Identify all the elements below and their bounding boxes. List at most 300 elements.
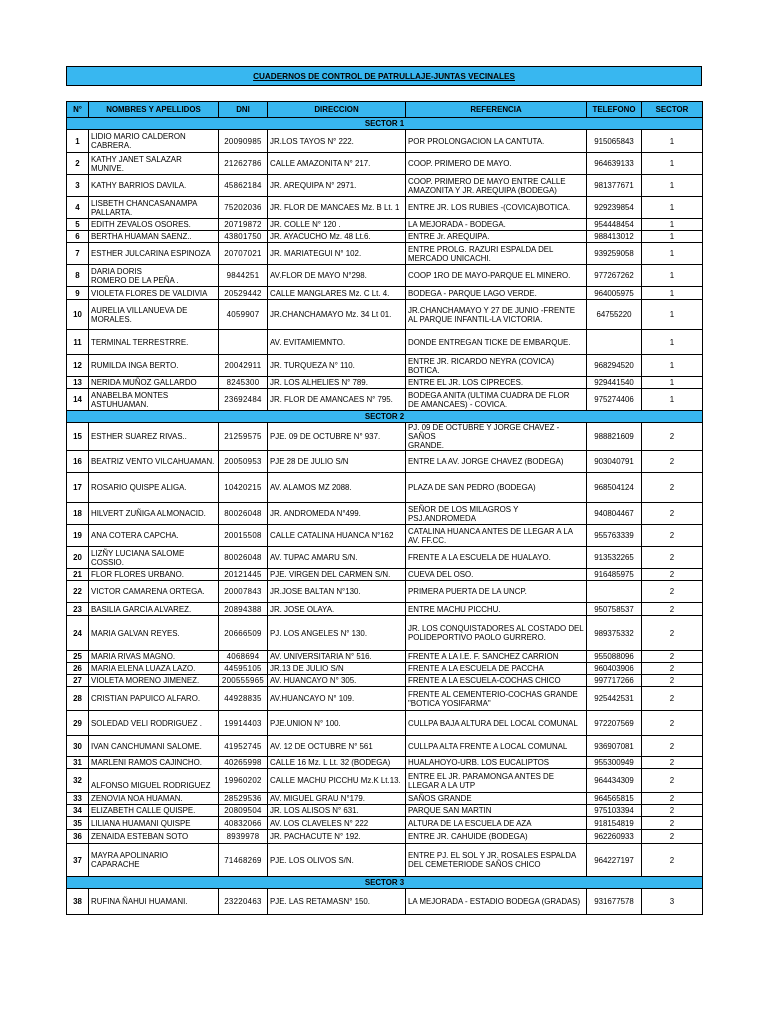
row-phone: 964639133 xyxy=(587,153,642,175)
row-dni xyxy=(219,330,268,355)
table-row xyxy=(67,651,703,663)
row-number: 10 xyxy=(67,300,89,330)
row-phone: 960403906 xyxy=(587,663,642,675)
row-number: 2 xyxy=(67,153,89,175)
row-name: LILIANA HUAMANI QUISPE xyxy=(89,817,219,830)
row-dni: 40832066 xyxy=(219,817,268,830)
row-sector: 2 xyxy=(642,616,703,651)
row-phone: 997717266 xyxy=(587,675,642,687)
row-phone: 988413012 xyxy=(587,231,642,243)
row-phone xyxy=(587,581,642,603)
row-number: 25 xyxy=(67,651,89,663)
row-sector: 3 xyxy=(642,889,703,915)
row-name: VIOLETA MORENO JIMENEZ. xyxy=(89,675,219,687)
table-row xyxy=(67,736,703,757)
row-number: 1 xyxy=(67,130,89,153)
row-phone: 929239854 xyxy=(587,197,642,219)
row-dni: 19914403 xyxy=(219,711,268,736)
row-dni: 45862184 xyxy=(219,175,268,197)
row-sector: 1 xyxy=(642,231,703,243)
table-row xyxy=(67,330,703,355)
row-number: 19 xyxy=(67,525,89,547)
row-sector: 2 xyxy=(642,451,703,473)
row-sector: 1 xyxy=(642,330,703,355)
row-sector: 2 xyxy=(642,711,703,736)
row-name: ANABELBA MONTES ASTUHUAMAN. xyxy=(89,389,219,411)
row-reference: LA MEJORADA - ESTADIO BODEGA (GRADAS) xyxy=(406,889,587,915)
row-phone: 916485975 xyxy=(587,569,642,581)
row-dni: 41952745 xyxy=(219,736,268,757)
table-row xyxy=(67,287,703,300)
row-dni: 9844251 xyxy=(219,265,268,287)
row-name: ANA COTERA CAPCHA. xyxy=(89,525,219,547)
row-name: EDITH ZEVALOS OSORES. xyxy=(89,219,219,231)
table-row xyxy=(67,377,703,389)
row-number: 14 xyxy=(67,389,89,411)
table-row xyxy=(67,175,703,197)
row-address: PJE. LAS RETAMASN° 150. xyxy=(268,889,406,915)
row-number: 9 xyxy=(67,287,89,300)
row-address: AV. UNIVERSITARIA N° 516. xyxy=(268,651,406,663)
row-number: 31 xyxy=(67,757,89,769)
row-sector: 1 xyxy=(642,197,703,219)
table-row xyxy=(67,423,703,451)
row-number: 21 xyxy=(67,569,89,581)
row-reference: FRENTE A LA ESCUELA-COCHAS CHICO xyxy=(406,675,587,687)
table-row xyxy=(67,389,703,411)
table-row xyxy=(67,830,703,844)
row-reference: CULLPA BAJA ALTURA DEL LOCAL COMUNAL xyxy=(406,711,587,736)
row-address: PJE. LOS OLIVOS S/N. xyxy=(268,844,406,877)
row-sector: 1 xyxy=(642,153,703,175)
row-phone: 964565815 xyxy=(587,793,642,805)
row-dni: 44928835 xyxy=(219,687,268,711)
row-reference: POR PROLONGACION LA CANTUTA. xyxy=(406,130,587,153)
table-row xyxy=(67,451,703,473)
table-row xyxy=(67,663,703,675)
row-address: JR. TURQUEZA N° 110. xyxy=(268,355,406,377)
header-sector: SECTOR xyxy=(642,102,703,118)
row-phone: 903040791 xyxy=(587,451,642,473)
row-reference: PJ. 09 DE OCTUBRE Y JORGE CHAVEZ -SAÑOS GRANDE. xyxy=(406,423,587,451)
row-number: 16 xyxy=(67,451,89,473)
section-row xyxy=(67,118,703,130)
row-address: PJE 28 DE JULIO S/N xyxy=(268,451,406,473)
row-reference: ENTRE PJ. EL SOL Y JR. ROSALES ESPALDA DEL CEMETERIODE SAÑOS CHICO xyxy=(406,844,587,877)
row-dni: 200555965 xyxy=(219,675,268,687)
row-number: 12 xyxy=(67,355,89,377)
table-row xyxy=(67,265,703,287)
row-address: AV. ALAMOS MZ 2088. xyxy=(268,473,406,503)
row-reference: JR.CHANCHAMAYO Y 27 DE JUNIO -FRENTE AL PARQUE INFANTIL-LA VICTORIA. xyxy=(406,300,587,330)
row-name: LIDIO MARIO CALDERON CABRERA. xyxy=(89,130,219,153)
row-dni: 43801750 xyxy=(219,231,268,243)
row-dni: 8939978 xyxy=(219,830,268,844)
table-row xyxy=(67,300,703,330)
row-number: 20 xyxy=(67,547,89,569)
row-sector: 2 xyxy=(642,603,703,616)
table-body xyxy=(67,118,703,915)
row-sector: 1 xyxy=(642,287,703,300)
row-number: 24 xyxy=(67,616,89,651)
row-sector: 2 xyxy=(642,663,703,675)
row-dni: 23692484 xyxy=(219,389,268,411)
table-row xyxy=(67,769,703,793)
row-phone xyxy=(587,330,642,355)
row-address: JR.13 DE JULIO S/N xyxy=(268,663,406,675)
row-phone: 975103394 xyxy=(587,805,642,817)
row-address: AV.HUANCAYO N° 109. xyxy=(268,687,406,711)
row-phone: 955300949 xyxy=(587,757,642,769)
row-phone: 913532265 xyxy=(587,547,642,569)
row-reference: COOP 1RO DE MAYO-PARQUE EL MINERO. xyxy=(406,265,587,287)
row-phone: 915065843 xyxy=(587,130,642,153)
section-label: SECTOR 2 xyxy=(67,411,703,423)
row-dni: 75202036 xyxy=(219,197,268,219)
row-dni: 4068694 xyxy=(219,651,268,663)
row-phone: 989375332 xyxy=(587,616,642,651)
row-sector: 2 xyxy=(642,844,703,877)
row-sector: 1 xyxy=(642,355,703,377)
row-dni: 20042911 xyxy=(219,355,268,377)
row-phone: 931677578 xyxy=(587,889,642,915)
row-name: FLOR FLORES URBANO. xyxy=(89,569,219,581)
row-phone: 972207569 xyxy=(587,711,642,736)
row-reference: ENTRE EL JR. LOS CIPRECES. xyxy=(406,377,587,389)
table-row xyxy=(67,197,703,219)
table-row xyxy=(67,503,703,525)
row-name: RUMILDA INGA BERTO. xyxy=(89,355,219,377)
row-phone: 962260933 xyxy=(587,830,642,844)
table-row xyxy=(67,153,703,175)
row-address: AV. MIGUEL GRAU N°179. xyxy=(268,793,406,805)
row-name: ROSARIO QUISPE ALIGA. xyxy=(89,473,219,503)
row-reference: JR. LOS CONQUISTADORES AL COSTADO DEL POLIDEPORTIVO PAOLO GURRERO. xyxy=(406,616,587,651)
row-name: ESTHER JULCARINA ESPINOZA xyxy=(89,243,219,265)
table-row xyxy=(67,711,703,736)
row-dni: 21262786 xyxy=(219,153,268,175)
table-row xyxy=(67,581,703,603)
row-name: MARIA ELENA LUAZA LAZO. xyxy=(89,663,219,675)
row-name: IVAN CANCHUMANI SALOME. xyxy=(89,736,219,757)
row-sector: 1 xyxy=(642,175,703,197)
row-name: MARIA RIVAS MAGNO. xyxy=(89,651,219,663)
row-number: 34 xyxy=(67,805,89,817)
header-name: NOMBRES Y APELLIDOS xyxy=(89,102,219,118)
row-sector: 2 xyxy=(642,675,703,687)
row-phone: 936907081 xyxy=(587,736,642,757)
row-sector: 1 xyxy=(642,389,703,411)
row-reference: PARQUE SAN MARTIN xyxy=(406,805,587,817)
row-number: 22 xyxy=(67,581,89,603)
row-dni: 4059907 xyxy=(219,300,268,330)
row-name: BERTHA HUAMAN SAENZ.. xyxy=(89,231,219,243)
row-sector: 2 xyxy=(642,547,703,569)
row-sector: 1 xyxy=(642,130,703,153)
row-sector: 1 xyxy=(642,243,703,265)
row-reference: PRIMERA PUERTA DE LA UNCP. xyxy=(406,581,587,603)
row-address: PJE. 09 DE OCTUBRE N° 937. xyxy=(268,423,406,451)
row-name: TERMINAL TERRESTRRE. xyxy=(89,330,219,355)
row-dni: 44595105 xyxy=(219,663,268,675)
row-number: 36 xyxy=(67,830,89,844)
row-dni: 20121445 xyxy=(219,569,268,581)
row-name: BEATRIZ VENTO VILCAHUAMAN. xyxy=(89,451,219,473)
row-address: AV. EVITAMIEMNTO. xyxy=(268,330,406,355)
row-address: PJE.UNION N° 100. xyxy=(268,711,406,736)
row-reference: FRENTE AL CEMENTERIO-COCHAS GRANDE "BOTICA YOSIFARMA" xyxy=(406,687,587,711)
row-dni: 20809504 xyxy=(219,805,268,817)
row-name: MAYRA APOLINARIO CAPARACHE xyxy=(89,844,219,877)
row-number: 27 xyxy=(67,675,89,687)
row-phone: 940804467 xyxy=(587,503,642,525)
row-address: AV. LOS CLAVELES N° 222 xyxy=(268,817,406,830)
table-row xyxy=(67,844,703,877)
row-name: KATHY JANET SALAZAR MUNIVE. xyxy=(89,153,219,175)
row-address: JR. FLOR DE AMANCAES N° 795. xyxy=(268,389,406,411)
row-number: 11 xyxy=(67,330,89,355)
row-reference: BODEGA ANITA (ULTIMA CUADRA DE FLOR DE AMANCAES) - COVICA. xyxy=(406,389,587,411)
header-reference: REFERENCIA xyxy=(406,102,587,118)
row-reference: ENTRE Jr. AREQUIPA. xyxy=(406,231,587,243)
row-address: JR.LOS TAYOS N° 222. xyxy=(268,130,406,153)
row-reference: ENTRE LA AV. JORGE CHAVEZ (BODEGA) xyxy=(406,451,587,473)
table-row xyxy=(67,817,703,830)
row-name: ZENOVIA NOA HUAMAN. xyxy=(89,793,219,805)
row-phone: 988821609 xyxy=(587,423,642,451)
row-phone: 955763339 xyxy=(587,525,642,547)
table-row xyxy=(67,616,703,651)
row-name: LIZÑY LUCIANA SALOME COSSIO. xyxy=(89,547,219,569)
table-row xyxy=(67,793,703,805)
row-reference: HUALAHOYO-URB. LOS EUCALIPTOS xyxy=(406,757,587,769)
row-dni: 20666509 xyxy=(219,616,268,651)
row-name: LISBETH CHANCASANAMPA PALLARTA. xyxy=(89,197,219,219)
row-number: 3 xyxy=(67,175,89,197)
row-number: 13 xyxy=(67,377,89,389)
header-address: DIRECCION xyxy=(268,102,406,118)
table-row xyxy=(67,130,703,153)
row-sector: 2 xyxy=(642,817,703,830)
section-row xyxy=(67,877,703,889)
row-phone: 964434309 xyxy=(587,769,642,793)
row-dni: 71468269 xyxy=(219,844,268,877)
row-address: CALLE AMAZONITA N° 217. xyxy=(268,153,406,175)
table-row xyxy=(67,889,703,915)
row-name: MARLENI RAMOS CAJINCHO. xyxy=(89,757,219,769)
row-number: 37 xyxy=(67,844,89,877)
row-phone: 975274406 xyxy=(587,389,642,411)
row-sector: 2 xyxy=(642,503,703,525)
row-reference: ENTRE JR. LOS RUBIES -(COVICA)BOTICA. xyxy=(406,197,587,219)
row-reference: COOP. PRIMERO DE MAYO ENTRE CALLE AMAZONITA Y JR. AREQUIPA (BODEGA) xyxy=(406,175,587,197)
table-row xyxy=(67,355,703,377)
row-sector: 1 xyxy=(642,219,703,231)
row-number: 18 xyxy=(67,503,89,525)
row-phone: 977267262 xyxy=(587,265,642,287)
row-reference: BODEGA - PARQUE LAGO VERDE. xyxy=(406,287,587,300)
table-row xyxy=(67,243,703,265)
row-name: HILVERT ZUÑIGA ALMONACID. xyxy=(89,503,219,525)
table-row xyxy=(67,547,703,569)
row-phone: 929441540 xyxy=(587,377,642,389)
table-row xyxy=(67,757,703,769)
row-phone: 64755220 xyxy=(587,300,642,330)
row-number: 33 xyxy=(67,793,89,805)
row-name: ALFONSO MIGUEL RODRIGUEZ xyxy=(89,769,219,793)
row-sector: 2 xyxy=(642,423,703,451)
row-name: ZENAIDA ESTEBAN SOTO xyxy=(89,830,219,844)
row-number: 38 xyxy=(67,889,89,915)
row-number: 32 xyxy=(67,769,89,793)
row-name: ESTHER SUAREZ RIVAS.. xyxy=(89,423,219,451)
row-sector: 2 xyxy=(642,569,703,581)
table-row xyxy=(67,603,703,616)
row-reference: COOP. PRIMERO DE MAYO. xyxy=(406,153,587,175)
section-label: SECTOR 3 xyxy=(67,877,703,889)
row-name: NERIDA MUÑOZ GALLARDO xyxy=(89,377,219,389)
row-dni: 20007843 xyxy=(219,581,268,603)
row-reference: ENTRE PROLG. RAZURI ESPALDA DEL MERCADO UNICACHI. xyxy=(406,243,587,265)
table-row xyxy=(67,805,703,817)
table-row xyxy=(67,525,703,547)
row-address: JR. JOSE OLAYA. xyxy=(268,603,406,616)
row-reference: CATALINA HUANCA ANTES DE LLEGAR A LA AV. FF.CC. xyxy=(406,525,587,547)
row-dni: 20719872 xyxy=(219,219,268,231)
row-phone: 954448454 xyxy=(587,219,642,231)
row-name: DARIA DORIS ROMERO DE LA PEÑA . xyxy=(89,265,219,287)
row-address: AV. TUPAC AMARU S/N. xyxy=(268,547,406,569)
row-reference: ENTRE JR. CAHUIDE (BODEGA) xyxy=(406,830,587,844)
row-dni: 23220463 xyxy=(219,889,268,915)
row-phone: 918154819 xyxy=(587,817,642,830)
row-number: 23 xyxy=(67,603,89,616)
row-address: AV.FLOR DE MAYO N°298. xyxy=(268,265,406,287)
table-row xyxy=(67,219,703,231)
row-name: RUFINA ÑAHUI HUAMANI. xyxy=(89,889,219,915)
row-dni: 19960202 xyxy=(219,769,268,793)
table-header-row xyxy=(67,102,703,118)
table-row xyxy=(67,687,703,711)
row-reference: FRENTE A LA ESCUELA DE PACCHA xyxy=(406,663,587,675)
row-address: AV. 12 DE OCTUBRE N° 561 xyxy=(268,736,406,757)
row-sector: 2 xyxy=(642,687,703,711)
row-number: 35 xyxy=(67,817,89,830)
row-sector: 1 xyxy=(642,300,703,330)
row-number: 8 xyxy=(67,265,89,287)
row-address: JR. COLLE N° 120 . xyxy=(268,219,406,231)
row-phone: 955088096 xyxy=(587,651,642,663)
row-dni: 20050953 xyxy=(219,451,268,473)
row-reference: SEÑOR DE LOS MILAGROS Y PSJ.ANDROMEDA xyxy=(406,503,587,525)
row-name: ELIZABETH CALLE QUISPE. xyxy=(89,805,219,817)
row-sector: 2 xyxy=(642,830,703,844)
row-name: MARIA GALVAN REYES. xyxy=(89,616,219,651)
header-phone: TELEFONO xyxy=(587,102,642,118)
row-sector: 2 xyxy=(642,805,703,817)
row-name: VICTOR CAMARENA ORTEGA. xyxy=(89,581,219,603)
patrol-table xyxy=(66,101,703,915)
row-sector: 2 xyxy=(642,793,703,805)
row-dni: 80026048 xyxy=(219,547,268,569)
row-phone: 981377671 xyxy=(587,175,642,197)
row-phone: 950758537 xyxy=(587,603,642,616)
row-dni: 20015508 xyxy=(219,525,268,547)
row-name: CRISTIAN PAPUICO ALFARO. xyxy=(89,687,219,711)
row-number: 30 xyxy=(67,736,89,757)
table-row xyxy=(67,569,703,581)
row-address: JR. LOS ALISOS N° 631. xyxy=(268,805,406,817)
row-address: JR. PACHACUTE N° 192. xyxy=(268,830,406,844)
row-address: CALLE 16 Mz. L Lt. 32 (BODEGA) xyxy=(268,757,406,769)
row-phone: 925442531 xyxy=(587,687,642,711)
row-address: JR. AREQUIPA N° 2971. xyxy=(268,175,406,197)
table-row xyxy=(67,675,703,687)
row-dni: 20090985 xyxy=(219,130,268,153)
row-phone: 939259058 xyxy=(587,243,642,265)
row-address: CALLE CATALINA HUANCA N°162 xyxy=(268,525,406,547)
row-number: 4 xyxy=(67,197,89,219)
row-address: JR.CHANCHAMAYO Mz. 34 Lt 01. xyxy=(268,300,406,330)
row-number: 15 xyxy=(67,423,89,451)
row-dni: 10420215 xyxy=(219,473,268,503)
row-reference: SAÑOS GRANDE xyxy=(406,793,587,805)
row-reference: CULLPA ALTA FRENTE A LOCAL COMUNAL xyxy=(406,736,587,757)
row-sector: 2 xyxy=(642,581,703,603)
row-number: 29 xyxy=(67,711,89,736)
row-name: KATHY BARRIOS DAVILA. xyxy=(89,175,219,197)
table-row xyxy=(67,473,703,503)
row-address: JR.JOSE BALTAN N°130. xyxy=(268,581,406,603)
row-address: JR. ANDROMEDA N°499. xyxy=(268,503,406,525)
row-reference: DONDE ENTREGAN TICKE DE EMBARQUE. xyxy=(406,330,587,355)
row-sector: 1 xyxy=(642,377,703,389)
row-sector: 1 xyxy=(642,265,703,287)
row-number: 7 xyxy=(67,243,89,265)
row-sector: 2 xyxy=(642,769,703,793)
row-name: SOLEDAD VELI RODRIGUEZ . xyxy=(89,711,219,736)
row-reference: ALTURA DE LA ESCUELA DE AZA xyxy=(406,817,587,830)
row-address: JR. FLOR DE MANCAES Mz. B Lt. 1 xyxy=(268,197,406,219)
row-phone: 968294520 xyxy=(587,355,642,377)
row-phone: 968504124 xyxy=(587,473,642,503)
row-reference: CUEVA DEL OSO. xyxy=(406,569,587,581)
row-sector: 2 xyxy=(642,757,703,769)
row-address: JR. AYACUCHO Mz. 48 Lt.6. xyxy=(268,231,406,243)
row-number: 28 xyxy=(67,687,89,711)
row-address: JR. MARIATEGUI N° 102. xyxy=(268,243,406,265)
row-number: 26 xyxy=(67,663,89,675)
row-dni: 80026048 xyxy=(219,503,268,525)
row-number: 5 xyxy=(67,219,89,231)
document-title: CUADERNOS DE CONTROL DE PATRULLAJE-JUNTAS VECINALES xyxy=(66,66,702,86)
header-number: N° xyxy=(67,102,89,118)
row-dni: 20894388 xyxy=(219,603,268,616)
row-dni: 21259575 xyxy=(219,423,268,451)
row-address: CALLE MACHU PICCHU Mz.K Lt.13. xyxy=(268,769,406,793)
row-sector: 2 xyxy=(642,473,703,503)
row-number: 6 xyxy=(67,231,89,243)
row-dni: 8245300 xyxy=(219,377,268,389)
row-dni: 28529536 xyxy=(219,793,268,805)
row-sector: 2 xyxy=(642,736,703,757)
row-dni: 40265998 xyxy=(219,757,268,769)
row-reference: FRENTE A LA I.E. F. SANCHEZ CARRION xyxy=(406,651,587,663)
row-sector: 2 xyxy=(642,651,703,663)
section-row xyxy=(67,411,703,423)
row-name: BASILIA GARCIA ALVAREZ. xyxy=(89,603,219,616)
row-reference: ENTRE MACHU PICCHU. xyxy=(406,603,587,616)
